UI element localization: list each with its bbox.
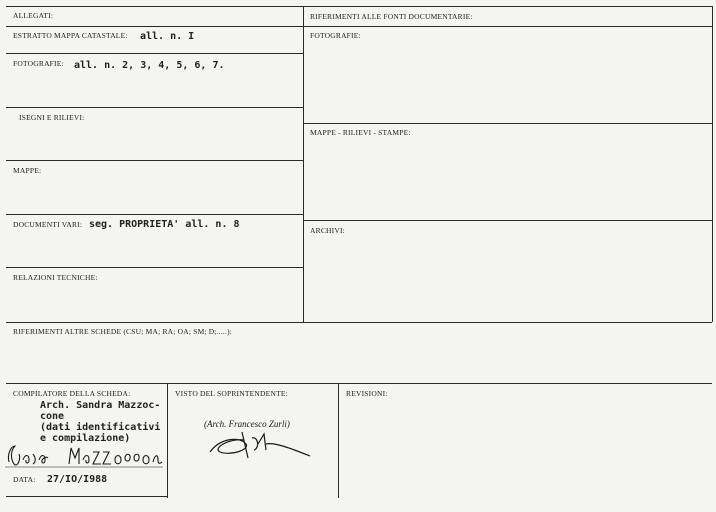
bottom-section-line — [6, 383, 712, 384]
left-divider-2 — [6, 53, 303, 54]
data-label: DATA: — [13, 475, 36, 484]
right-divider-1 — [303, 26, 712, 27]
allegati-label: ALLEGATI: — [13, 11, 54, 20]
middle-divider-line — [6, 322, 712, 323]
visto-soprintendente-label: VISTO DEL SOPRINTENDENTE: — [175, 389, 288, 398]
left-divider-5 — [6, 214, 303, 215]
center-divider-line — [303, 6, 304, 322]
left-divider-6 — [6, 267, 303, 268]
right-divider-3 — [303, 220, 712, 221]
top-border-line — [6, 6, 712, 7]
archivi-label: ARCHIVI: — [310, 226, 345, 235]
right-fotografie-label: FOTOGRAFIE: — [310, 31, 361, 40]
fotografie-label: FOTOGRAFIE: — [13, 59, 64, 68]
svg-text:(Arch. Francesco Zurli): (Arch. Francesco Zurli) — [204, 419, 290, 429]
compilatore-bottom-line — [6, 496, 167, 497]
compilatore-name-line-2: cone — [40, 411, 65, 422]
revisioni-label: REVISIONI: — [346, 389, 388, 398]
compilatore-note-line-2: e compilazione) — [40, 433, 131, 444]
mappe-label: MAPPE: — [13, 166, 42, 175]
compilatore-name-line-1: Arch. Sandra Mazzoc- — [40, 400, 161, 411]
left-divider-4 — [6, 160, 303, 161]
relazioni-tecniche-label: RELAZIONI TECNICHE: — [13, 273, 98, 282]
fotografie-value: all. n. 2, 3, 4, 5, 6, 7. — [74, 60, 225, 71]
right-border-line — [712, 6, 713, 322]
mappe-rilievi-stampe-label: MAPPE - RILIEVI - STAMPE: — [310, 128, 411, 137]
left-divider-3 — [6, 107, 303, 108]
compilatore-signature — [5, 440, 165, 470]
disegni-rilievi-label: ISEGNI E RILIEVI: — [19, 113, 85, 122]
right-divider-2 — [303, 123, 712, 124]
estratto-mappa-label: ESTRATTO MAPPA CATASTALE: — [13, 31, 128, 40]
riferimenti-altre-schede-label: RIFERIMENTI ALTRE SCHEDE (CSU; MA; RA; OA; SM; D;.....): — [13, 327, 233, 336]
documenti-vari-label: DOCUMENTI VARI: — [13, 220, 83, 229]
bottom-divider-1 — [167, 383, 168, 498]
compilatore-note-line-1: (dati identificativi — [40, 422, 161, 433]
riferimenti-fonti-label: RIFERIMENTI ALLE FONTI DOCUMENTARIE: — [310, 12, 473, 21]
estratto-mappa-value: all. n. I — [140, 31, 195, 42]
documenti-vari-value: seg. PROPRIETA' all. n. 8 — [89, 219, 240, 230]
soprintendente-signature — [200, 414, 320, 462]
left-divider-1 — [6, 26, 303, 27]
compilatore-label: COMPILATORE DELLA SCHEDA: — [13, 389, 131, 398]
data-value: 27/IO/I988 — [47, 474, 108, 485]
bottom-divider-2 — [338, 383, 339, 498]
